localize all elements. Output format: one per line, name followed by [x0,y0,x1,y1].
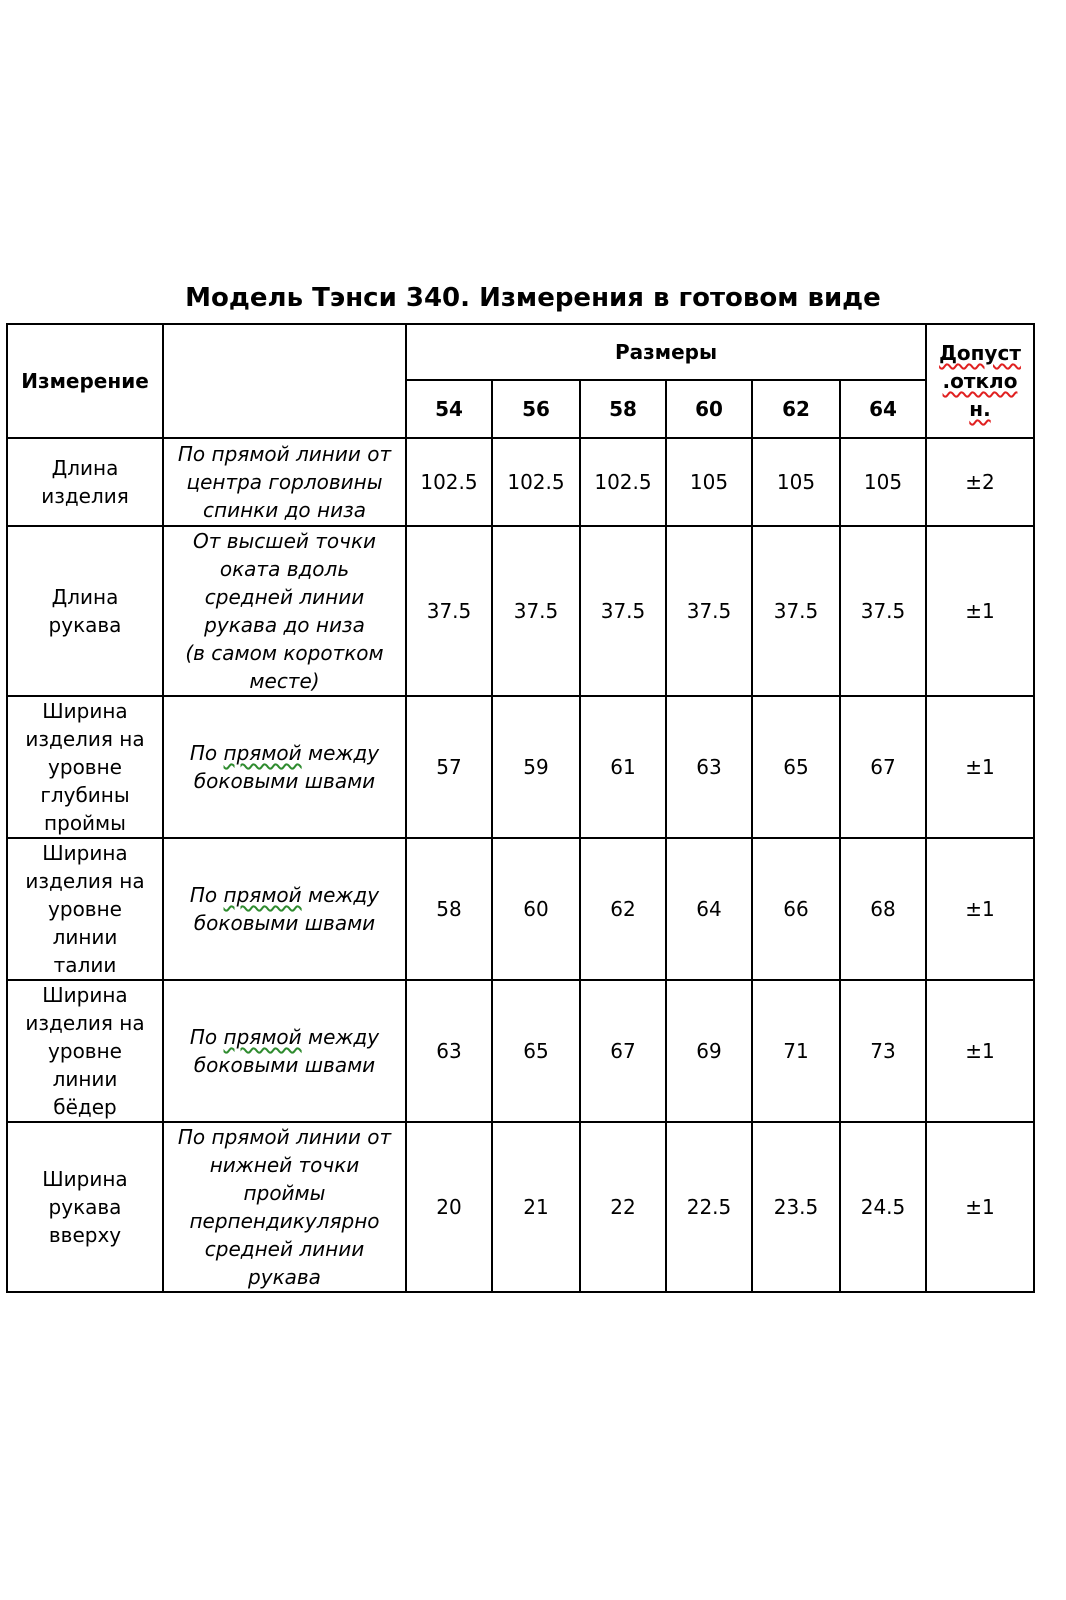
table-body [7,324,1034,1292]
size-value-cell: 20 [406,1122,492,1292]
measurement-name [7,696,163,838]
size-value-cell: 65 [492,980,580,1122]
size-value-cell: 68 [840,838,926,980]
tolerance-cell: ±1 [926,838,1034,980]
size-header: 64 [840,380,926,438]
measurement-name-line: линии [52,925,118,949]
size-value-cell: 37.5 [840,526,926,696]
description-text: По [189,741,224,765]
measurement-name-line: уровне [48,755,122,779]
size-header: 58 [580,380,666,438]
size-value-cell: 102.5 [406,438,492,526]
size-value-cell: 62 [580,838,666,980]
measurement-header: Измерение [7,324,163,438]
size-value-cell: 23.5 [752,1122,840,1292]
measurement-name-line: глубины [40,783,130,807]
measurement-name [7,980,163,1122]
tolerance-cell: ±1 [926,526,1034,696]
description-text: между [301,1025,380,1049]
measurement-description [163,838,406,980]
measurement-name-line: проймы [44,811,126,835]
measurement-table [6,323,1035,1293]
size-value-cell: 67 [840,696,926,838]
measurement-name-line: изделия на [25,1011,145,1035]
description-text: боковыми швами [193,769,376,793]
description-text: По [189,1025,224,1049]
description-text: прямой [223,1025,302,1049]
description-text: нижней точки [209,1153,360,1177]
measurement-name [7,838,163,980]
header-row-top [7,324,1034,380]
measurement-name-line: Ширина [42,1167,128,1191]
measurement-name-line: вверху [48,1223,122,1247]
measurement-name-line: линии [52,1067,118,1091]
measurement-description [163,1122,406,1292]
tolerance-cell: ±1 [926,980,1034,1122]
description-text: оката вдоль [219,557,350,581]
description-text: средней линии [204,1237,365,1261]
size-value-cell: 57 [406,696,492,838]
measurement-description [163,438,406,526]
description-text: По [189,883,224,907]
size-header: 60 [666,380,752,438]
table-row [7,838,1034,980]
size-value-cell: 64 [666,838,752,980]
description-text: боковыми швами [193,1053,376,1077]
size-value-cell: 22.5 [666,1122,752,1292]
measurement-name-line: Ширина [42,983,128,1007]
table-row [7,526,1034,696]
measurement-description [163,696,406,838]
size-value-cell: 21 [492,1122,580,1292]
size-value-cell: 102.5 [492,438,580,526]
description-text: По прямой линии от [177,442,392,466]
description-text: перпендикулярно [189,1209,380,1233]
table-row [7,438,1034,526]
size-value-cell: 37.5 [752,526,840,696]
measurement-description [163,526,406,696]
size-value-cell: 67 [580,980,666,1122]
measurement-name-line: Ширина [42,699,128,723]
measurement-name-line: Ширина [42,841,128,865]
size-value-cell: 69 [666,980,752,1122]
description-text: средней линии [204,585,365,609]
description-text: (в самом коротком [185,641,384,665]
description-text: прямой [223,741,302,765]
size-value-cell: 37.5 [666,526,752,696]
measurement-name [7,526,163,696]
description-text: месте) [249,669,320,693]
table-row [7,696,1034,838]
tolerance-cell: ±2 [926,438,1034,526]
measurement-name-line: рукава [48,1195,122,1219]
size-value-cell: 73 [840,980,926,1122]
size-header: 54 [406,380,492,438]
measurement-name [7,1122,163,1292]
description-text: рукава [248,1265,321,1289]
measurement-name-line: рукава [48,613,122,637]
measurement-name-line: уровне [48,1039,122,1063]
size-value-cell: 105 [840,438,926,526]
size-value-cell: 37.5 [492,526,580,696]
description-text: проймы [243,1181,326,1205]
size-value-cell: 102.5 [580,438,666,526]
tolerance-header-line-1: Допуст [939,341,1021,365]
size-value-cell: 24.5 [840,1122,926,1292]
size-value-cell: 59 [492,696,580,838]
size-value-cell: 105 [666,438,752,526]
size-header: 56 [492,380,580,438]
size-value-cell: 63 [666,696,752,838]
tolerance-header [926,324,1034,438]
description-text: спинки до низа [203,498,366,522]
measurement-name-line: изделия на [25,727,145,751]
measurement-name-line: талии [53,953,117,977]
measurement-description [163,980,406,1122]
size-value-cell: 65 [752,696,840,838]
description-text: между [301,741,380,765]
description-text: между [301,883,380,907]
tolerance-cell: ±1 [926,696,1034,838]
description-header [163,324,406,438]
measurement-name-line: уровне [48,897,122,921]
size-value-cell: 105 [752,438,840,526]
size-value-cell: 22 [580,1122,666,1292]
size-value-cell: 58 [406,838,492,980]
tolerance-header-line-3: н. [969,397,991,421]
table-row [7,980,1034,1122]
size-value-cell: 37.5 [580,526,666,696]
description-text: От высшей точки [192,529,377,553]
description-text: рукава до низа [204,613,365,637]
size-value-cell: 37.5 [406,526,492,696]
page-title: Модель Тэнси 340. Измерения в готовом виде [185,283,881,313]
description-text: центра горловины [186,470,383,494]
table-row [7,1122,1034,1292]
size-value-cell: 66 [752,838,840,980]
measurement-name-line: бёдер [53,1095,117,1119]
measurement-name-line: Длина [51,585,119,609]
size-value-cell: 60 [492,838,580,980]
tolerance-header-line-2: .откло [942,369,1018,393]
sizes-group-header: Размеры [406,324,926,380]
measurement-name [7,438,163,526]
measurement-name-line: изделия [41,484,129,508]
description-text: прямой [223,883,302,907]
description-text: По прямой линии от [177,1125,392,1149]
size-header: 62 [752,380,840,438]
size-value-cell: 61 [580,696,666,838]
size-value-cell: 71 [752,980,840,1122]
measurement-name-line: Длина [51,456,119,480]
measurement-name-line: изделия на [25,869,145,893]
tolerance-cell: ±1 [926,1122,1034,1292]
size-value-cell: 63 [406,980,492,1122]
description-text: боковыми швами [193,911,376,935]
